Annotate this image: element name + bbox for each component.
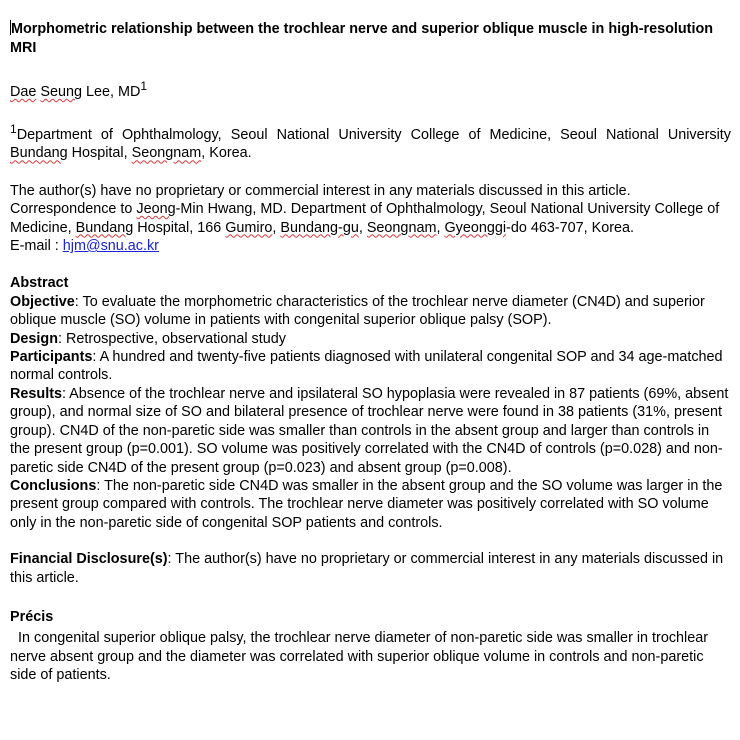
conclusions-text: : The non-paretic side CN4D was smaller in the absent group and the SO volume was larger in the present group compared with controls. The trochlear nerve diameter was positively correlated with SO volume only in the non-paretic side of congenital SOP patients and controls.	[10, 477, 723, 531]
affiliation-text-mid: Hospital,	[67, 145, 132, 162]
corr-text-5: ,	[272, 219, 281, 236]
email-link[interactable]: hjm@snu.ac.kr	[62, 238, 159, 255]
corr-text-6: ,	[358, 219, 367, 236]
corr-jeong: Jeong	[136, 201, 176, 218]
abstract-conclusions	[10, 477, 731, 532]
abstract-participants	[10, 348, 731, 385]
interest-statement: The author(s) have no proprietary or commercial interest in any materials discussed in this article.	[10, 182, 631, 199]
affiliation-bundang: Bundang	[10, 145, 68, 162]
abstract-heading: Abstract	[10, 275, 69, 292]
corr-seongnam: Seongnam	[366, 219, 437, 236]
financial-text: : The author(s) have no proprietary or commercial interest in any materials discussed in this article.	[10, 551, 724, 586]
corr-bundang-gu: Bundang-gu	[280, 219, 359, 236]
email-line	[10, 237, 731, 255]
precis-text: In congenital superior oblique palsy, the trochlear nerve diameter of non-paretic side was smaller in trochlear nerve absent group and the diameter was correlated with superior oblique volume in controls and non-paretic side of patients.	[10, 630, 713, 684]
objective-text: : To evaluate the morphometric characteristics of the trochlear nerve diameter (CN4D) and superior oblique muscle (SO) volume in patients with congenital superior oblique palsy (SOP).	[10, 293, 705, 329]
affiliation-seongnam: Seongnam	[131, 145, 202, 162]
affiliation-text: Department of Ophthalmology, Seoul National University College of Medicine, Seoul National University	[16, 127, 731, 143]
abstract-results	[10, 385, 731, 477]
corr-gumiro: Gumiro	[225, 219, 273, 236]
affiliation	[10, 120, 731, 163]
affiliation-text-end: , Korea.	[201, 145, 252, 162]
abstract-objective	[10, 293, 731, 330]
author-superscript: 1	[140, 79, 148, 93]
design-label: Design	[10, 330, 58, 347]
author-line	[10, 77, 731, 101]
results-text: : Absence of the trochlear nerve and ipsilateral SO hypoplasia were revealed in 87 patients (69%, absent group), and normal size of SO and bilateral presence of trochlear nerve were found in 38 patients (31%, present group). CN4D of the non-paretic side was smaller than controls in the absent group and larger than controls in the present group (p=0.001). SO volume was positively correlated with the CN4D of controls (p=0.028) and non-paretic side CN4D of the present group (p=0.023) and absent group (p=0.008).	[10, 385, 729, 476]
financial-label: Financial Disclosure(s)	[10, 551, 168, 568]
paper-title	[10, 0, 731, 58]
corr-text-2: -Min Hwang, MD. Department of Ophthalmology, Seoul National University College of Medicine,	[10, 201, 720, 236]
author-given-name: Dae	[10, 83, 37, 100]
participants-label: Participants	[10, 349, 93, 366]
corr-gyeonggi: Gyeonggi	[444, 219, 507, 236]
abstract-design	[10, 330, 731, 348]
abstract-section	[10, 274, 731, 532]
corr-text-8: -do 463-707, Korea.	[506, 219, 635, 236]
paper-title-text: Morphometric relationship between the trochlear nerve and superior oblique muscle in high-resolution MRI	[10, 21, 714, 56]
financial-disclosure	[10, 550, 731, 587]
results-label: Results	[10, 385, 62, 402]
affiliation-superscript: 1	[10, 122, 17, 137]
correspondence-block	[10, 182, 731, 256]
objective-label: Objective	[10, 293, 75, 310]
participants-text: : A hundred and twenty-five patients diagnosed with unilateral congenital SOP and 34 age-matched normal controls.	[10, 349, 723, 384]
author-name-rest: Lee, MD	[82, 83, 141, 100]
correspondence	[10, 200, 731, 237]
corr-text-1: Correspondence to	[10, 201, 137, 218]
corr-text-7: ,	[436, 219, 441, 236]
author-middle-name: Seung	[40, 83, 83, 100]
corr-text-4: Hospital, 166	[133, 219, 226, 236]
corr-bundang: Bundang	[75, 219, 134, 236]
precis-heading: Précis	[10, 608, 54, 625]
design-text: : Retrospective, observational study	[57, 330, 286, 347]
conclusions-label: Conclusions	[10, 477, 97, 494]
email-label: E-mail :	[10, 238, 63, 255]
